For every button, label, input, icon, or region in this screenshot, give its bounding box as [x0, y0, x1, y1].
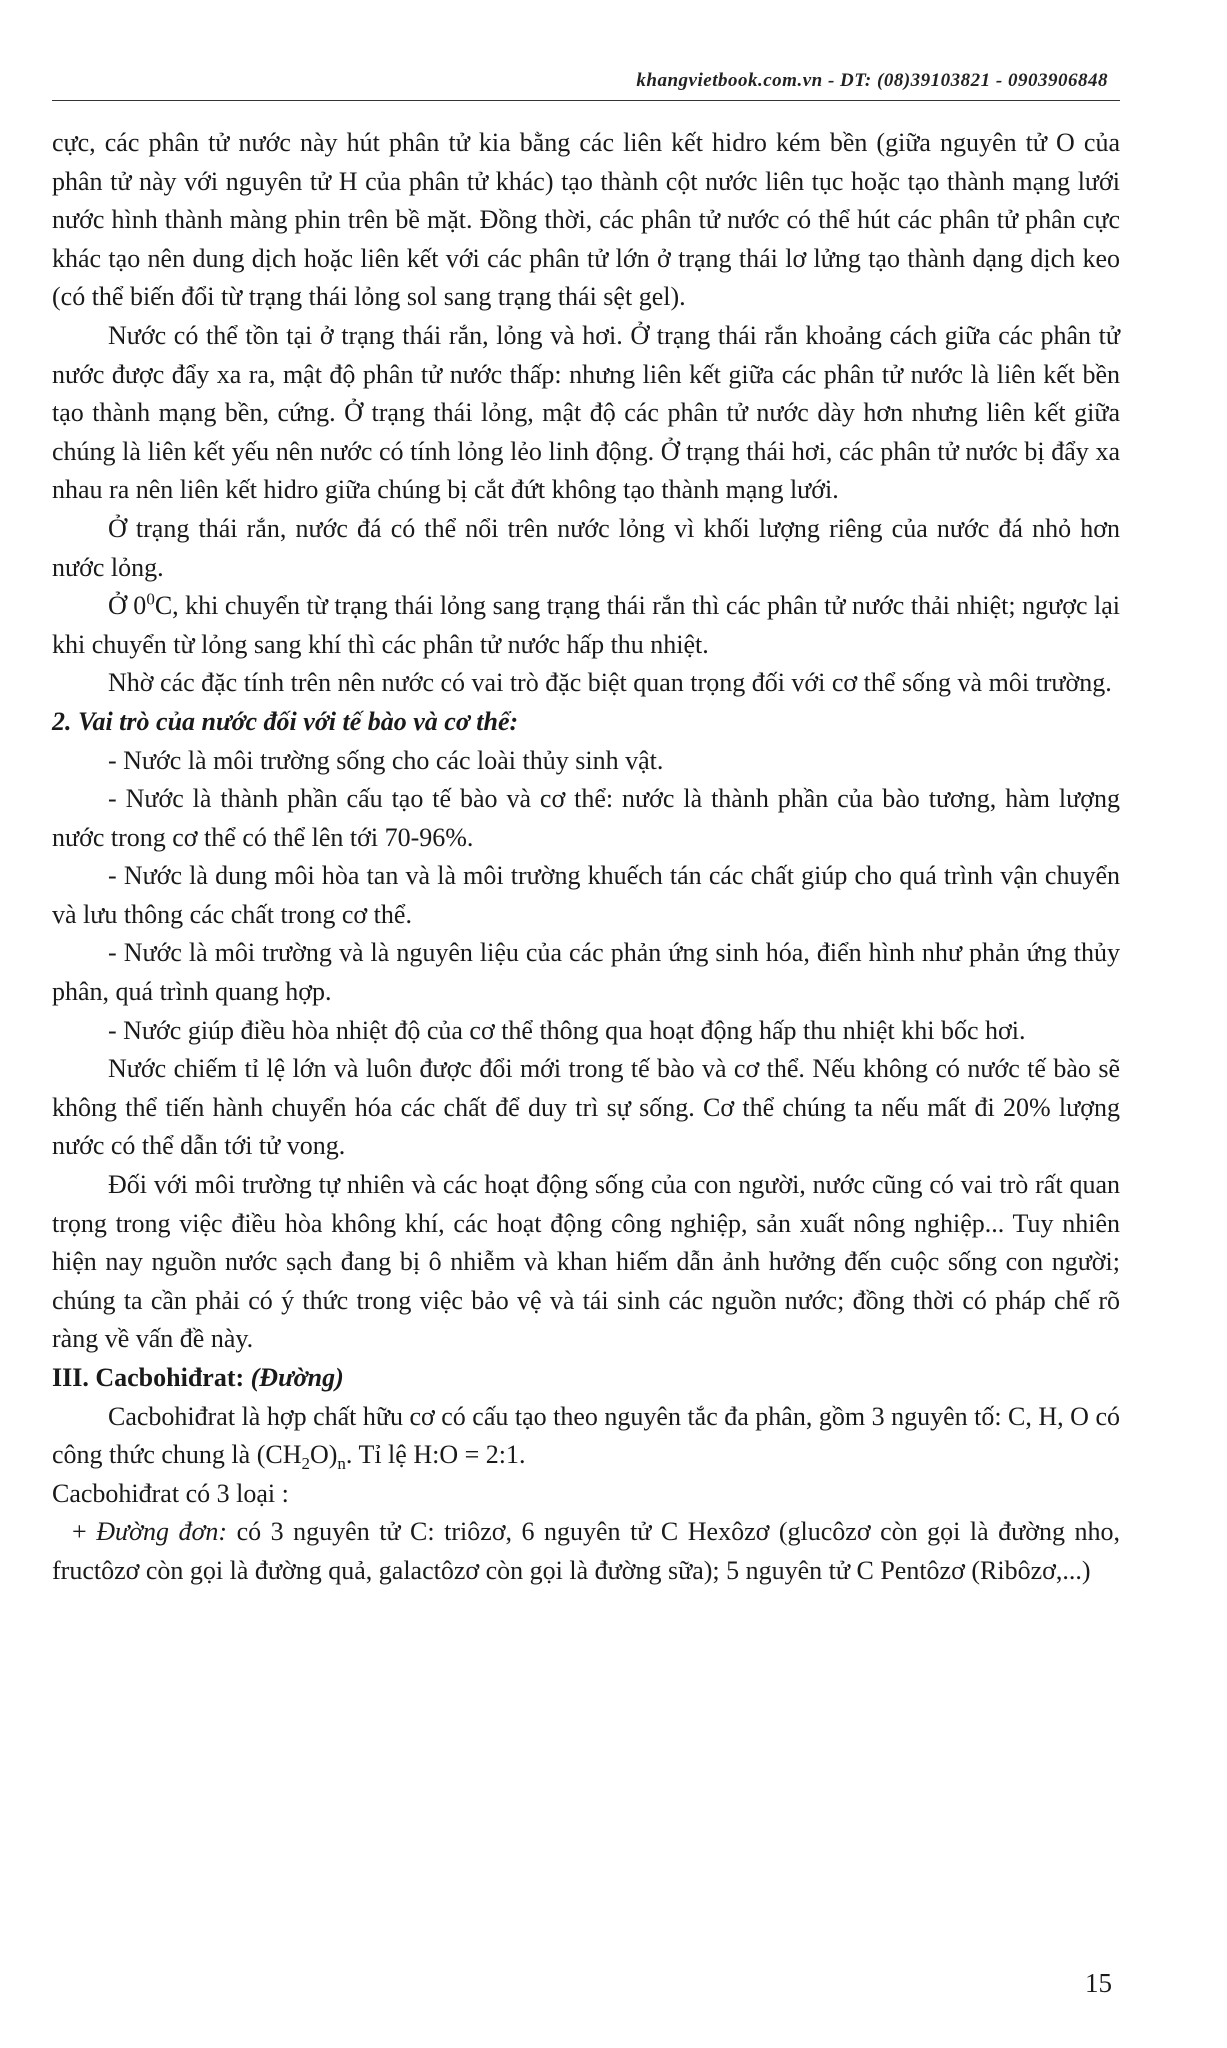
page-header: khangvietbook.com.vn - DT: (08)39103821 - 0903906848 — [636, 70, 1108, 91]
paragraph-continued: cực, các phân tử nước này hút phân tử kia bằng các liên kết hidro kém bền (giữa nguyên tử O của phân tử này với nguyên tử H của phân tử khác) tạo thành cột nước liên tục hoặc tạo thành mạng lưới nước hình thành màng phin trên bề mặt. Đồng thời, các phân tử nước có thể hút các phân tử phân cực khác tạo nên dung dịch hoặc liên kết với các phân tử lớn ở trạng thái lơ lửng tạo thành dạng dịch keo (có thể biến đổi từ trạng thái lỏng sol sang trạng thái sệt gel). — [52, 128, 1120, 312]
paragraph-ice-floats: Ở trạng thái rắn, nước đá có thể nổi trên nước lỏng vì khối lượng riêng của nước đá nhỏ hơn nước lỏng. — [52, 513, 1120, 582]
body-text — [52, 124, 1120, 1591]
section-heading-2: 2. Vai trò của nước đối với tế bào và cơ thể: — [52, 706, 519, 736]
list-item: - Nước giúp điều hòa nhiệt độ của cơ thể thông qua hoạt động hấp thu nhiệt khi bốc hơi. — [108, 1015, 1026, 1045]
book-page — [52, 0, 1120, 2048]
paragraph-water-loss: Nước chiếm tỉ lệ lớn và luôn được đổi mới trong tế bào và cơ thể. Nếu không có nước tế bào sẽ không thể tiến hành chuyển hóa các chất để duy trì sự sống. Cơ thể chúng ta nếu mất đi 20% lượng nước có thể dẫn tới tử vong. — [52, 1054, 1120, 1161]
paragraph-importance: Nhờ các đặc tính trên nên nước có vai trò đặc biệt quan trọng đối với cơ thể sống và môi trường. — [108, 668, 1112, 698]
paragraph-carbohydrate-types: Cacbohiđrat có 3 loại : — [52, 1478, 289, 1508]
list-item: - Nước là môi trường và là nguyên liệu của các phản ứng sinh hóa, điển hình như phản ứng thủy phân, quá trình quang hợp. — [52, 938, 1120, 1007]
list-item: - Nước là môi trường sống cho các loài thủy sinh vật. — [108, 745, 664, 775]
paragraph-environment: Đối với môi trường tự nhiên và các hoạt động sống của con người, nước cũng có vai trò rất quan trọng trong việc điều hòa không khí, các hoạt động công nghiệp, sản xuất nông nghiệp... Tuy nhiên hiện nay nguồn nước sạch đang bị ô nhiễm và khan hiếm dẫn ảnh hưởng đến cuộc sống con người; chúng ta cần phải có ý thức trong việc bảo vệ và tái sinh các nguồn nước; đồng thời có pháp chế rõ ràng về vấn đề này. — [52, 1170, 1120, 1354]
header-divider — [52, 100, 1120, 101]
paragraph-carbohydrate-def: Cacbohiđrat là hợp chất hữu cơ có cấu tạo theo nguyên tắc đa phân, gồm 3 nguyên tố: C, H, O có công thức chung là $(CH_2O)_n$. Tỉ lệ H:O = 2:1. — [52, 1401, 1120, 1474]
list-item: - Nước là thành phần cấu tạo tế bào và cơ thể: nước là thành phần của bào tương, hàm lượng nước trong cơ thể có thể lên tới 70-96%. — [52, 784, 1120, 852]
paragraph-phase-heat: Ở $0^0C$, khi chuyển từ trạng thái lỏng sang trạng thái rắn thì các phân tử nước thải nhiệt; ngược lại khi chuyển từ lỏng sang khí thì các phân tử nước hấp thu nhiệt. — [52, 589, 1121, 659]
list-item: - Nước là dung môi hòa tan và là môi trường khuếch tán các chất giúp cho quá trình vận chuyển và lưu thông các chất trong cơ thể. — [52, 861, 1120, 929]
section-heading-3: III. Cacbohiđrat: (Đường) — [52, 1363, 344, 1392]
list-item-simple-sugar: + Đường đơn: có 3 nguyên tử C: triôzơ, 6 nguyên tử C Hexôzơ (glucôzơ còn gọi là đường nho, fructôzơ còn gọi là đường quả, galactôzơ còn gọi là đường sữa); 5 nguyên tử C Pentôzơ (Ribôzơ,...) — [52, 1517, 1120, 1585]
page-number: 15 — [1085, 1968, 1112, 1998]
paragraph-water-states: Nước có thể tồn tại ở trạng thái rắn, lỏng và hơi. Ở trạng thái rắn khoảng cách giữa các phân tử nước được đẩy xa ra, mật độ phân tử nước thấp: nhưng liên kết giữa các phân tử nước là liên kết bền tạo thành mạng bền, cứng. Ở trạng thái lỏng, mật độ các phân tử nước dày hơn nhưng liên kết giữa chúng là liên kết yếu nên nước có tính lỏng lẻo linh động. Ở trạng thái hơi, các phân tử nước bị đẩy xa nhau ra nên liên kết hidro giữa chúng bị cắt đứt không tạo thành mạng lưới. — [52, 320, 1120, 505]
